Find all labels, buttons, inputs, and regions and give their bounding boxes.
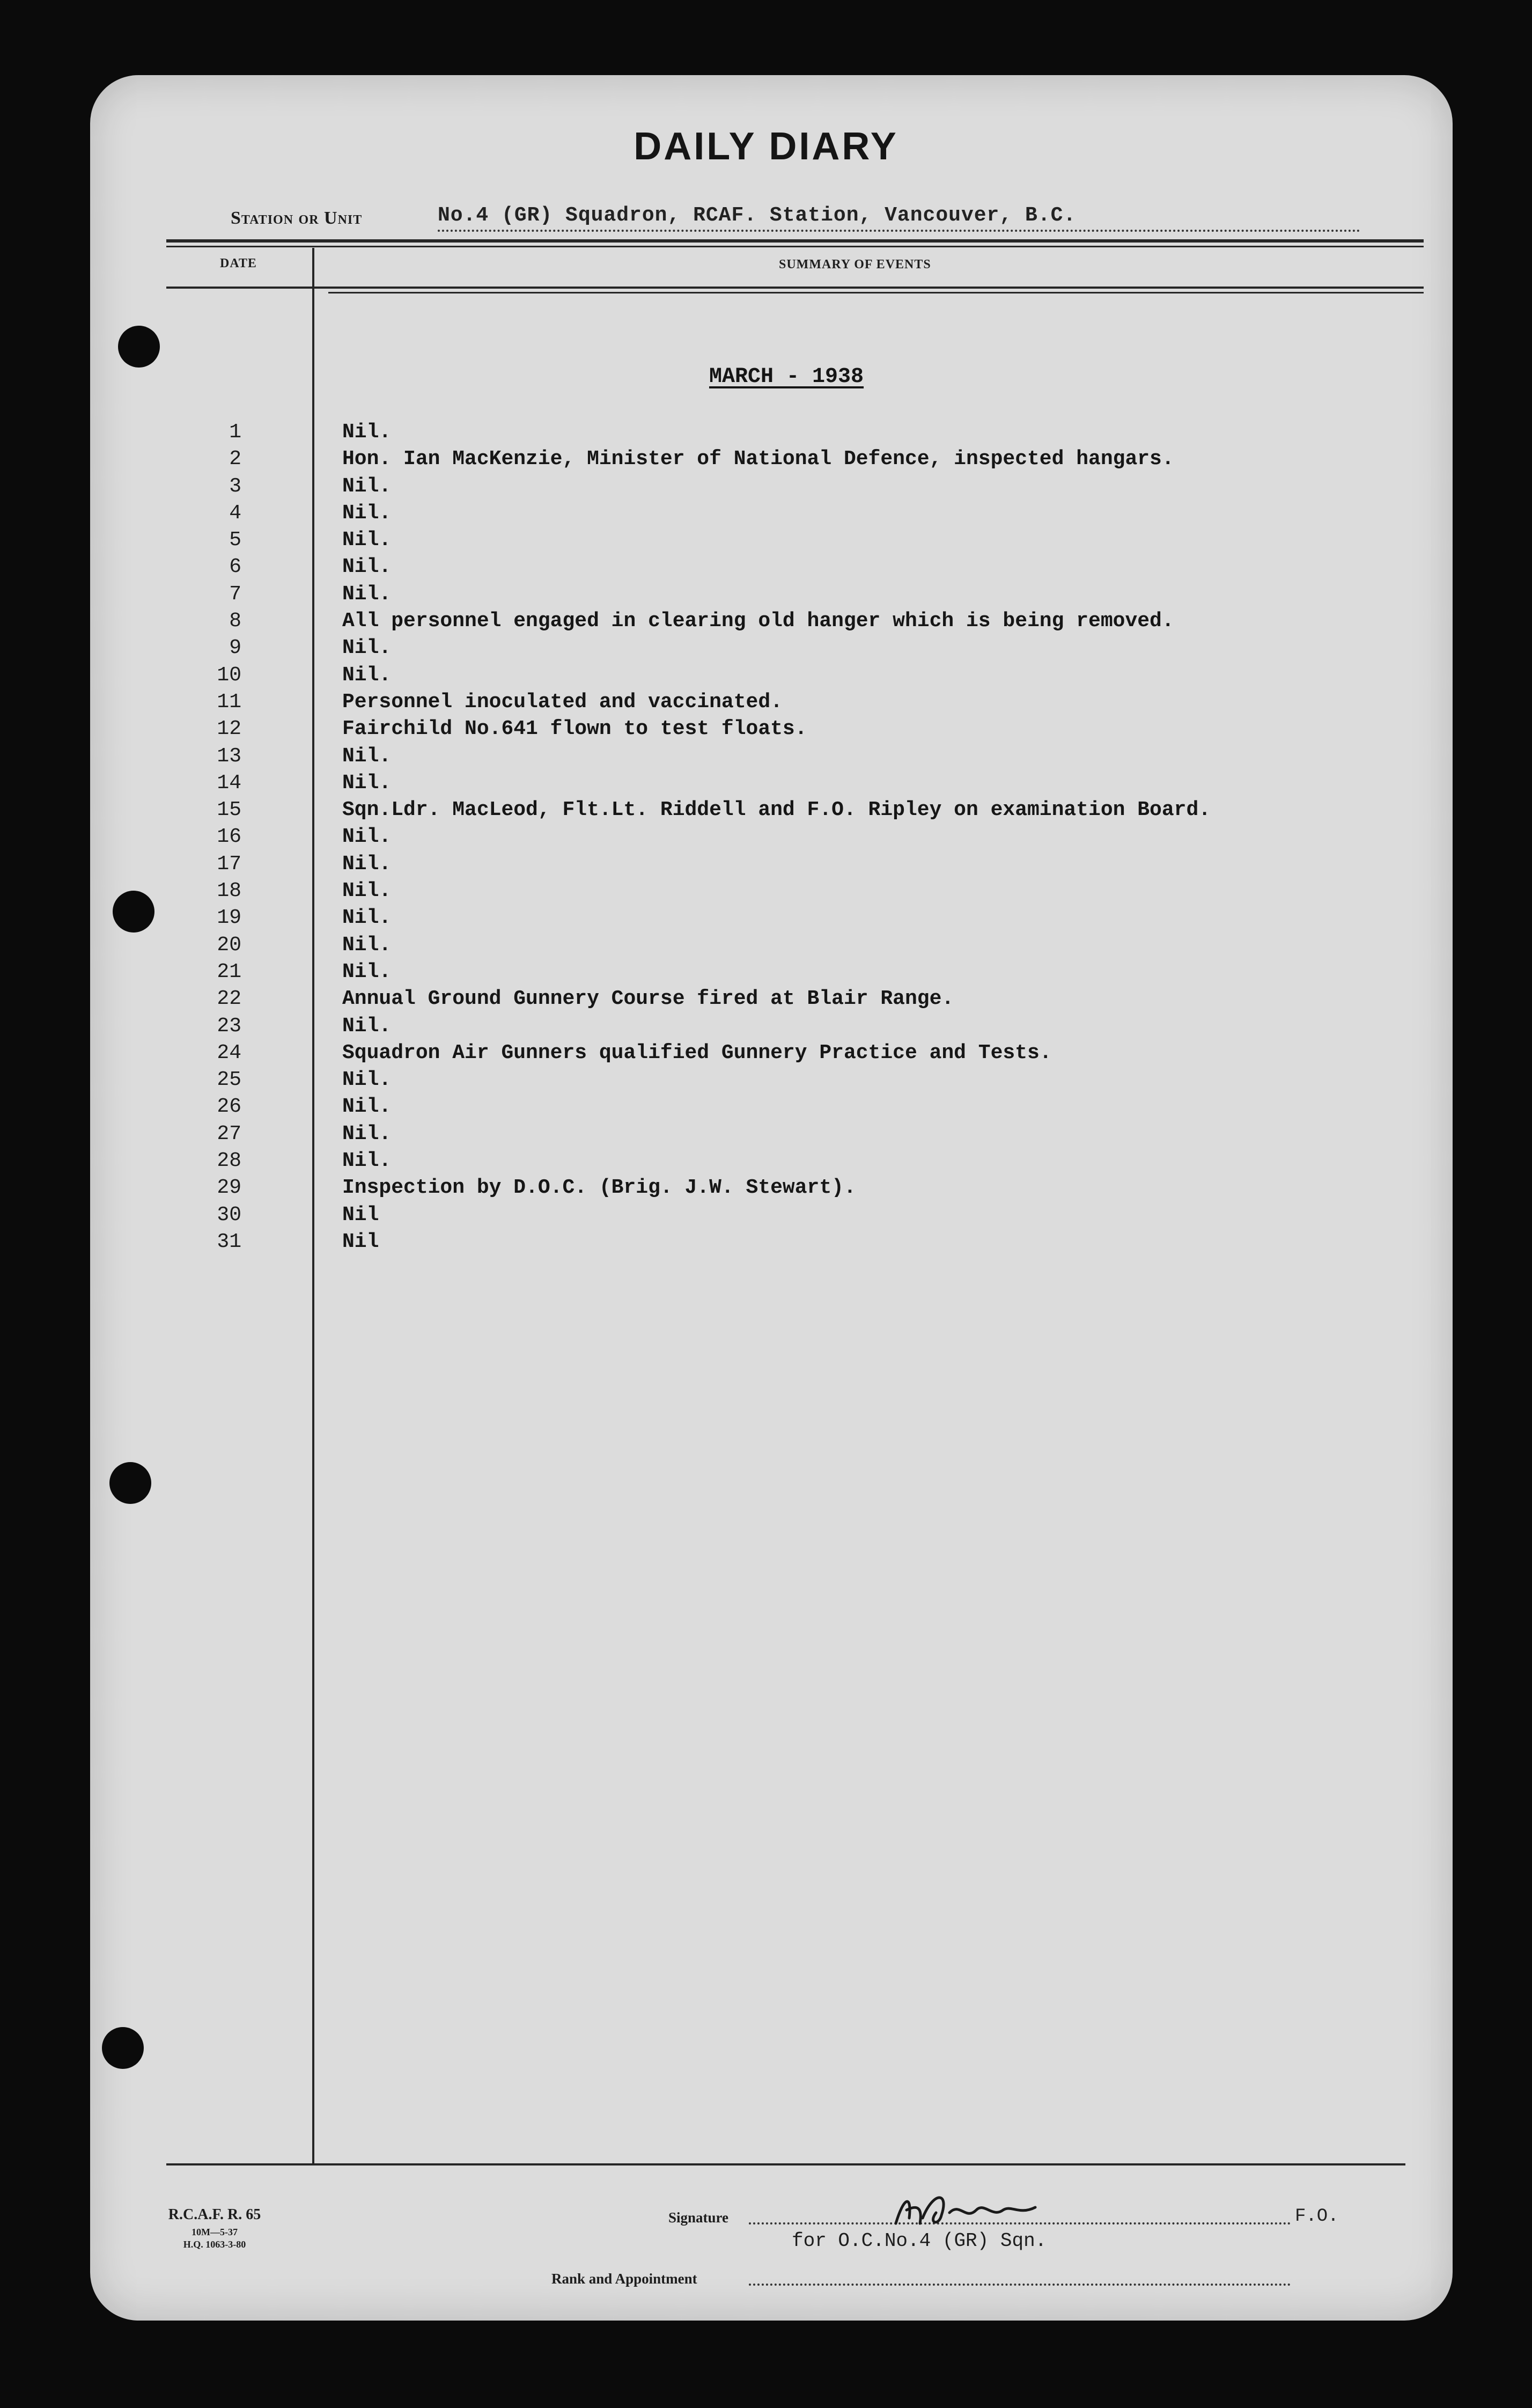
list-item — [0, 934, 1532, 960]
list-item — [0, 583, 1532, 610]
entry-text: Nil. — [342, 528, 392, 552]
list-item — [0, 1122, 1532, 1149]
signature-label: Signature — [668, 2209, 729, 2226]
entry-date: 23 — [217, 1014, 241, 1038]
binder-hole — [102, 2027, 144, 2069]
list-item — [0, 1176, 1532, 1203]
entry-date: 27 — [217, 1122, 241, 1146]
entry-date: 8 — [229, 610, 241, 633]
entry-text: Nil. — [342, 501, 392, 525]
rank-appointment-label: Rank and Appointment — [551, 2271, 697, 2287]
station-label: Station or Unit — [231, 208, 363, 228]
summary-column-header: SUMMARY OF EVENTS — [779, 258, 931, 271]
list-item — [0, 1041, 1532, 1068]
entry-text: Fairchild No.641 flown to test floats. — [342, 717, 807, 741]
list-item — [0, 717, 1532, 744]
entry-date: 10 — [217, 663, 241, 687]
entry-date: 26 — [217, 1095, 241, 1119]
entry-text: Nil — [342, 1230, 379, 1253]
month-heading: MARCH - 1938 — [709, 365, 864, 389]
list-item — [0, 528, 1532, 555]
list-item — [0, 610, 1532, 636]
entry-text: Nil. — [342, 933, 392, 957]
entry-text: Nil. — [342, 636, 392, 660]
list-item — [0, 691, 1532, 717]
list-item — [0, 772, 1532, 798]
list-item — [0, 447, 1532, 474]
list-item — [0, 1230, 1532, 1257]
entry-text: Nil. — [342, 906, 392, 930]
station-dotted-line — [438, 230, 1360, 232]
form-number-block — [145, 2206, 284, 2250]
entry-date: 20 — [217, 933, 241, 957]
list-item — [0, 555, 1532, 582]
entry-text: Nil. — [342, 1095, 392, 1119]
entry-date: 4 — [229, 501, 241, 525]
entry-date: 5 — [229, 528, 241, 552]
entry-date: 24 — [217, 1041, 241, 1064]
list-item — [0, 906, 1532, 933]
column-header-rule — [166, 287, 1424, 289]
for-officer-commanding: for O.C.No.4 (GR) Sqn. — [792, 2230, 1047, 2252]
entry-text: Nil. — [342, 744, 392, 768]
entry-date: 16 — [217, 825, 241, 849]
rank-dotted-line — [749, 2284, 1291, 2286]
header-rule — [166, 239, 1424, 243]
entry-date: 1 — [229, 421, 241, 444]
entry-text: Nil — [342, 1203, 379, 1227]
entry-text: Nil. — [342, 852, 392, 876]
entry-date: 17 — [217, 852, 241, 876]
list-item — [0, 853, 1532, 879]
entry-date: 22 — [217, 987, 241, 1011]
list-item — [0, 1203, 1532, 1230]
column-header-rule-2 — [328, 292, 1424, 293]
footer-rule — [166, 2163, 1405, 2165]
list-item — [0, 1149, 1532, 1176]
entry-date: 3 — [229, 474, 241, 498]
list-item — [0, 879, 1532, 906]
binder-hole — [109, 1462, 151, 1504]
entry-date: 19 — [217, 906, 241, 930]
list-item — [0, 1095, 1532, 1122]
list-item — [0, 1068, 1532, 1095]
header-rule-thin — [166, 246, 1424, 247]
entry-text: Inspection by D.O.C. (Brig. J.W. Stewart). — [342, 1176, 856, 1200]
list-item — [0, 636, 1532, 663]
entry-date: 2 — [229, 447, 241, 471]
entry-text: Annual Ground Gunnery Course fired at Blair Range. — [342, 987, 954, 1011]
form-number: R.C.A.F. R. 65 — [168, 2206, 261, 2223]
entry-text: Nil. — [342, 1149, 392, 1173]
entry-date: 14 — [217, 771, 241, 795]
handwritten-signature — [890, 2186, 1041, 2234]
entry-date: 7 — [229, 582, 241, 606]
list-item — [0, 421, 1532, 447]
list-item — [0, 745, 1532, 772]
list-item — [0, 475, 1532, 502]
entry-text: Nil. — [342, 421, 392, 444]
entry-text: Nil. — [342, 960, 392, 983]
list-item — [0, 664, 1532, 691]
entry-date: 6 — [229, 555, 241, 579]
entry-date: 11 — [217, 690, 241, 714]
entry-text: Hon. Ian MacKenzie, Minister of National Defence, inspected hangars. — [342, 447, 1174, 471]
entry-text: Nil. — [342, 1014, 392, 1038]
list-item — [0, 960, 1532, 987]
list-item — [0, 502, 1532, 528]
list-item — [0, 798, 1532, 825]
entry-text: Nil. — [342, 582, 392, 606]
entries-list — [0, 421, 1532, 1257]
entry-date: 30 — [217, 1203, 241, 1227]
entry-text: Nil. — [342, 555, 392, 579]
entry-text: Personnel inoculated and vaccinated. — [342, 690, 783, 714]
entry-date: 29 — [217, 1176, 241, 1200]
binder-hole — [118, 326, 160, 368]
entry-text: Sqn.Ldr. MacLeod, Flt.Lt. Riddell and F.O. Ripley on examination Board. — [342, 798, 1211, 822]
entry-text: Nil. — [342, 663, 392, 687]
entry-text: Nil. — [342, 474, 392, 498]
list-item — [0, 987, 1532, 1014]
date-column-header: DATE — [220, 256, 257, 270]
entry-text: Nil. — [342, 771, 392, 795]
entry-date: 18 — [217, 879, 241, 903]
list-item — [0, 1015, 1532, 1041]
entry-date: 21 — [217, 960, 241, 983]
page-title: DAILY DIARY — [634, 125, 898, 168]
entry-date: 12 — [217, 717, 241, 741]
entry-date: 28 — [217, 1149, 241, 1173]
entry-date: 13 — [217, 744, 241, 768]
hq-code: H.Q. 1063-3-80 — [183, 2239, 246, 2250]
entry-text: All personnel engaged in clearing old hanger which is being removed. — [342, 610, 1174, 633]
entry-text: Nil. — [342, 1068, 392, 1092]
signature-rank: F.O. — [1295, 2206, 1339, 2227]
print-code: 10M—5-37 — [192, 2227, 238, 2237]
entry-date: 15 — [217, 798, 241, 822]
entry-text: Squadron Air Gunners qualified Gunnery Practice and Tests. — [342, 1041, 1052, 1064]
entry-text: Nil. — [342, 825, 392, 849]
entry-text: Nil. — [342, 1122, 392, 1146]
station-value: No.4 (GR) Squadron, RCAF. Station, Vancouver, B.C. — [438, 204, 1077, 227]
entry-date: 25 — [217, 1068, 241, 1092]
entry-date: 31 — [217, 1230, 241, 1253]
entry-text: Nil. — [342, 879, 392, 903]
list-item — [0, 825, 1532, 852]
entry-date: 9 — [229, 636, 241, 660]
